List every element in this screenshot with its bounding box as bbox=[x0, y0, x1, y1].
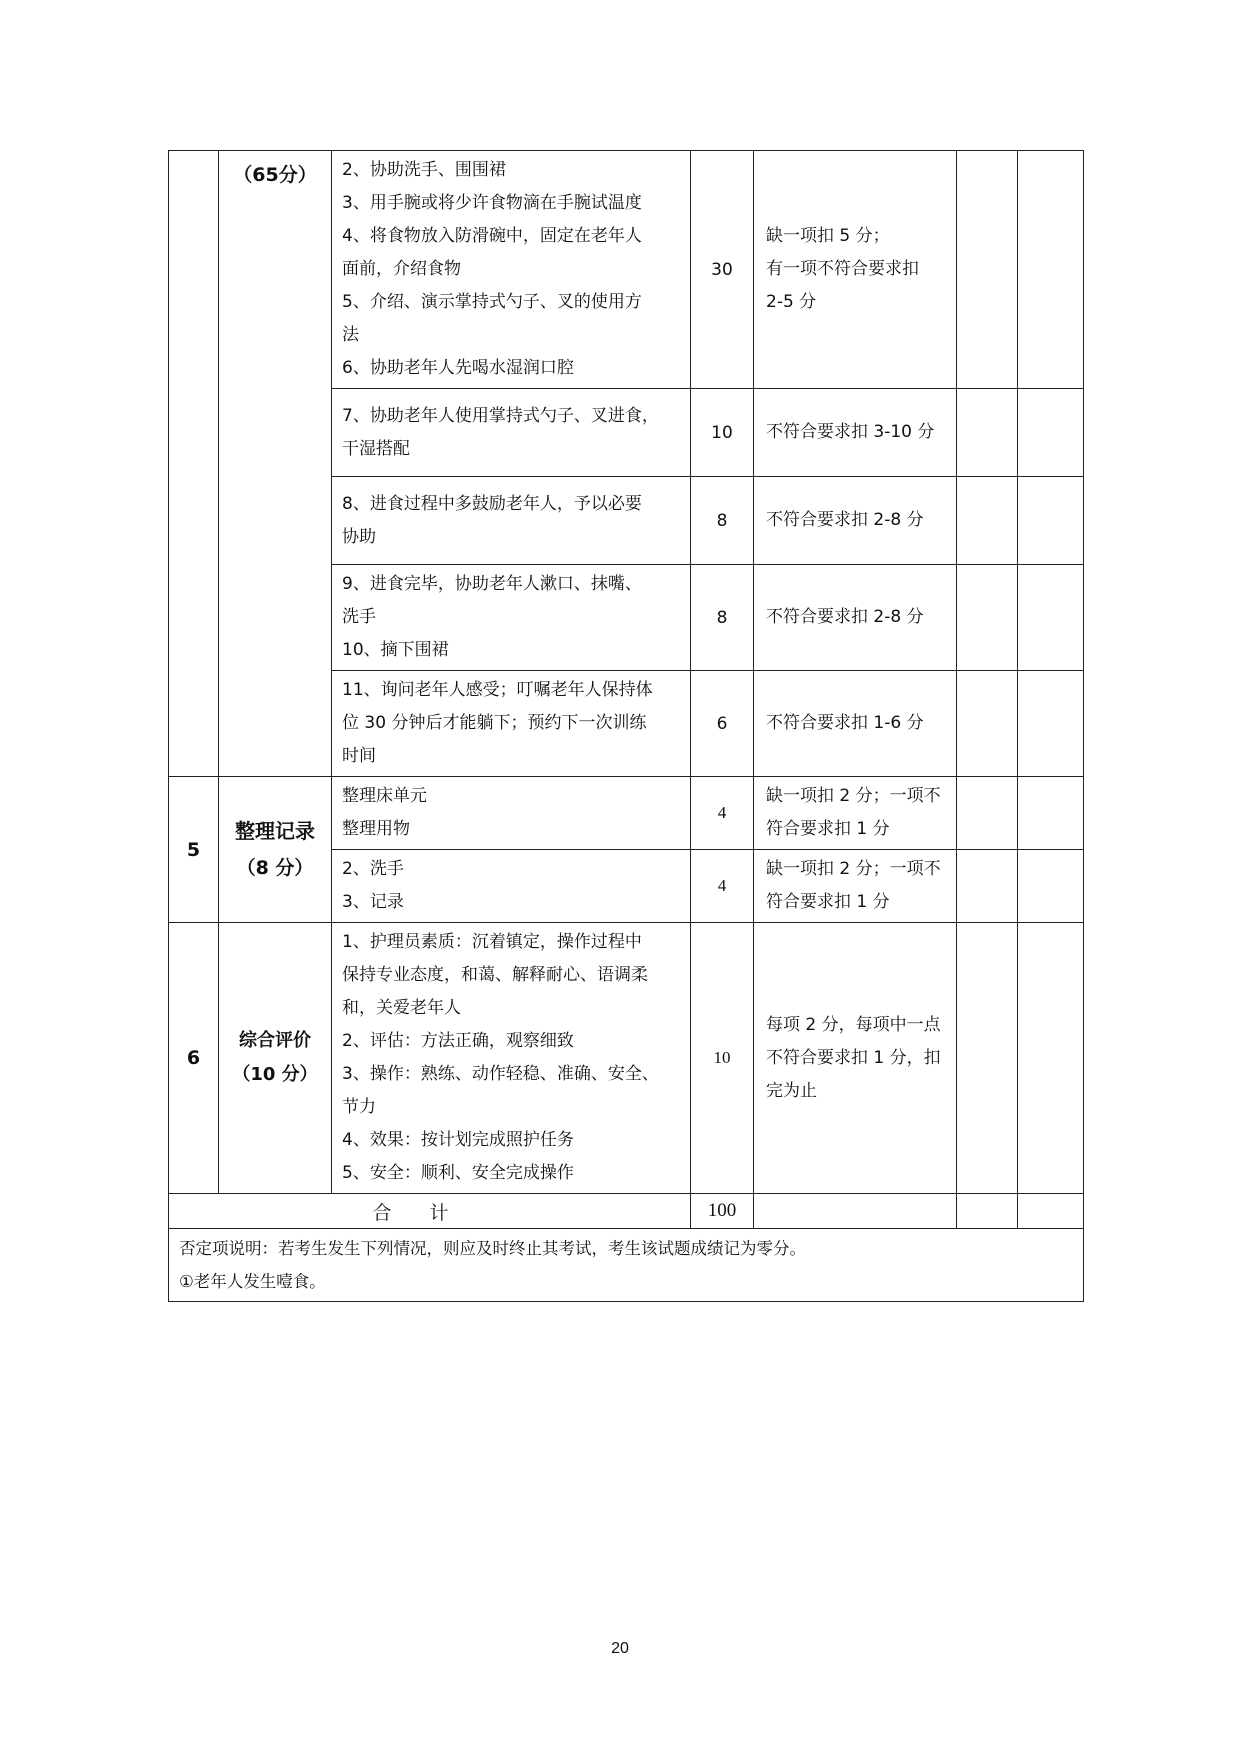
score-cell: 10 bbox=[691, 923, 754, 1194]
total-score: 100 bbox=[691, 1194, 754, 1229]
note-line: ①老年人发生噎食。 bbox=[179, 1272, 326, 1291]
section-item-cell bbox=[219, 923, 332, 1194]
total-label: 合计 bbox=[169, 1194, 691, 1229]
blank-cell bbox=[957, 477, 1018, 565]
rule-line: 缺一项扣 2 分；一项不 bbox=[766, 859, 941, 879]
content-line: 位 30 分钟后才能躺下；预约下一次训练 bbox=[342, 713, 647, 733]
content-line: 面前，介绍食物 bbox=[342, 259, 461, 279]
content-line: 保持专业态度，和蔼、解释耐心、语调柔 bbox=[342, 965, 648, 985]
rule-line: 缺一项扣 2 分；一项不 bbox=[766, 786, 941, 806]
table-row bbox=[169, 151, 1084, 389]
content-cell bbox=[332, 671, 691, 777]
total-row bbox=[169, 1194, 1084, 1229]
blank-cell bbox=[957, 389, 1018, 477]
content-line: 时间 bbox=[342, 746, 376, 766]
rule-line: 符合要求扣 1 分 bbox=[766, 819, 890, 839]
content-line: 1、护理员素质：沉着镇定，操作过程中 bbox=[342, 932, 642, 952]
veto-note bbox=[169, 1229, 1084, 1302]
content-cell bbox=[332, 923, 691, 1194]
content-line: 11、询问老年人感受；叮嘱老年人保持体 bbox=[342, 680, 653, 700]
score-cell: 6 bbox=[691, 671, 754, 777]
content-line: 5、介绍、演示掌持式勺子、叉的使用方 bbox=[342, 292, 642, 312]
assessment-table bbox=[168, 150, 1084, 1302]
content-line: 9、进食完毕，协助老年人漱口、抹嘴、 bbox=[342, 574, 642, 594]
rule-cell bbox=[754, 151, 957, 389]
blank-cell bbox=[957, 151, 1018, 389]
content-line: 8、进食过程中多鼓励老年人，予以必要 bbox=[342, 493, 642, 514]
rule-line: 不符合要求扣 2-8 分 bbox=[766, 510, 924, 530]
blank-cell bbox=[1018, 923, 1084, 1194]
section-item-title: 综合评价 bbox=[239, 1029, 311, 1051]
content-line: 协助 bbox=[342, 526, 376, 547]
content-line: 3、操作：熟练、动作轻稳、准确、安全、 bbox=[342, 1064, 659, 1084]
rule-line: 不符合要求扣 3-10 分 bbox=[766, 422, 935, 442]
blank-cell bbox=[1018, 850, 1084, 923]
score-cell: 30 bbox=[691, 151, 754, 389]
rule-line: 不符合要求扣 1-6 分 bbox=[766, 713, 924, 733]
blank-cell bbox=[1018, 565, 1084, 671]
content-line: 4、效果：按计划完成照护任务 bbox=[342, 1130, 574, 1150]
note-line: 否定项说明：若考生发生下列情况，则应及时终止其考试，考生该试题成绩记为零分。 bbox=[179, 1239, 806, 1258]
content-line: 2、协助洗手、围围裙 bbox=[342, 160, 506, 180]
section-number: 5 bbox=[169, 777, 219, 923]
rule-cell bbox=[754, 850, 957, 923]
blank-cell bbox=[754, 1194, 957, 1229]
rule-line: 缺一项扣 5 分； bbox=[766, 226, 890, 246]
blank-cell bbox=[1018, 671, 1084, 777]
blank-cell bbox=[1018, 1194, 1084, 1229]
note-row bbox=[169, 1229, 1084, 1302]
section-item-score: （8 分） bbox=[236, 857, 314, 880]
content-line: 整理床单元 bbox=[342, 786, 427, 806]
rule-cell bbox=[754, 477, 957, 565]
content-line: 7、协助老年人使用掌持式勺子、叉进食， bbox=[342, 405, 659, 426]
content-cell bbox=[332, 151, 691, 389]
content-cell bbox=[332, 565, 691, 671]
score-cell: 4 bbox=[691, 850, 754, 923]
section-item-score: （65分） bbox=[233, 164, 317, 186]
blank-cell bbox=[1018, 151, 1084, 389]
content-line: 2、洗手 bbox=[342, 859, 404, 879]
rule-line: 每项 2 分，每项中一点 bbox=[766, 1014, 941, 1035]
rule-cell bbox=[754, 923, 957, 1194]
score-cell: 8 bbox=[691, 477, 754, 565]
section-number: 6 bbox=[169, 923, 219, 1194]
blank-cell bbox=[1018, 777, 1084, 850]
table-row bbox=[169, 923, 1084, 1194]
blank-cell bbox=[957, 1194, 1018, 1229]
content-line: 10、摘下围裙 bbox=[342, 640, 449, 660]
blank-cell bbox=[957, 777, 1018, 850]
rule-cell bbox=[754, 565, 957, 671]
blank-cell bbox=[1018, 389, 1084, 477]
rule-line: 符合要求扣 1 分 bbox=[766, 892, 890, 912]
table-row bbox=[169, 777, 1084, 850]
blank-cell bbox=[957, 923, 1018, 1194]
rule-line: 2-5 分 bbox=[766, 292, 817, 312]
section-item-cell bbox=[219, 777, 332, 923]
score-cell: 4 bbox=[691, 777, 754, 850]
rule-cell bbox=[754, 389, 957, 477]
content-line: 5、安全：顺利、安全完成操作 bbox=[342, 1163, 574, 1183]
content-cell bbox=[332, 389, 691, 477]
content-line: 6、协助老年人先喝水湿润口腔 bbox=[342, 358, 574, 378]
content-line: 节力 bbox=[342, 1097, 376, 1117]
score-cell: 8 bbox=[691, 565, 754, 671]
content-line: 法 bbox=[342, 325, 359, 345]
content-line: 2、评估：方法正确，观察细致 bbox=[342, 1031, 574, 1051]
score-cell: 10 bbox=[691, 389, 754, 477]
rule-line: 不符合要求扣 2-8 分 bbox=[766, 607, 924, 627]
rule-cell bbox=[754, 777, 957, 850]
content-cell bbox=[332, 850, 691, 923]
blank-cell bbox=[957, 565, 1018, 671]
section-item-cell bbox=[219, 151, 332, 777]
content-line: 3、用手腕或将少许食物滴在手腕试温度 bbox=[342, 193, 642, 213]
page-number: 20 bbox=[611, 1640, 629, 1657]
content-line: 干湿搭配 bbox=[342, 438, 410, 459]
blank-cell bbox=[957, 671, 1018, 777]
section-item-score: （10 分） bbox=[232, 1064, 318, 1085]
rule-line: 不符合要求扣 1 分，扣 bbox=[766, 1047, 941, 1068]
content-line: 3、记录 bbox=[342, 892, 404, 912]
content-cell bbox=[332, 477, 691, 565]
rule-line: 有一项不符合要求扣 bbox=[766, 259, 919, 279]
section-number-cell bbox=[169, 151, 219, 777]
rule-cell bbox=[754, 671, 957, 777]
content-line: 洗手 bbox=[342, 607, 376, 627]
content-line: 和，关爱老年人 bbox=[342, 998, 461, 1018]
rule-line: 完为止 bbox=[766, 1080, 817, 1101]
content-cell bbox=[332, 777, 691, 850]
content-line: 4、将食物放入防滑碗中，固定在老年人 bbox=[342, 226, 642, 246]
section-item-title: 整理记录 bbox=[235, 819, 315, 844]
blank-cell bbox=[1018, 477, 1084, 565]
content-line: 整理用物 bbox=[342, 819, 410, 839]
blank-cell bbox=[957, 850, 1018, 923]
